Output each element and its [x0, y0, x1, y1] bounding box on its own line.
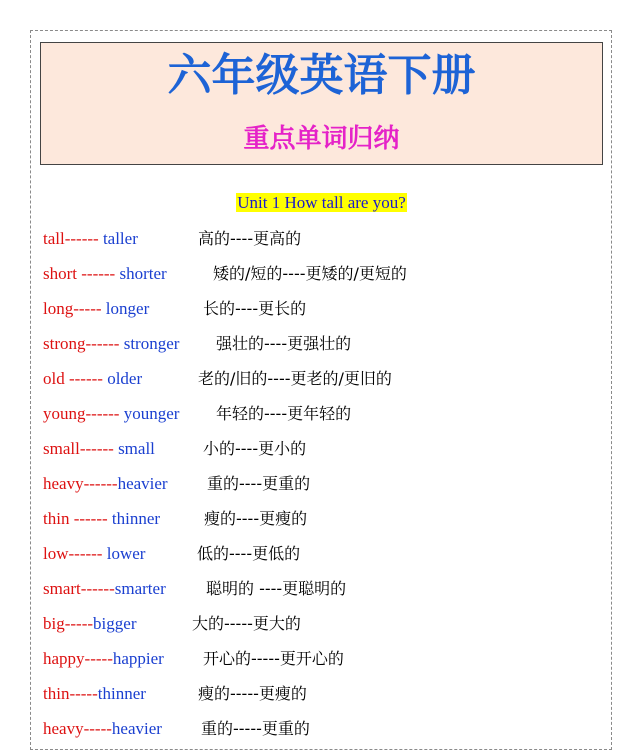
word-comparative: shorter	[119, 264, 167, 283]
word-base: thin	[43, 684, 70, 703]
word-separator: ------	[64, 229, 103, 248]
word-meaning: 重的----更重的	[207, 474, 311, 493]
word-comparative: heavier	[117, 474, 168, 493]
word-row	[43, 333, 603, 368]
unit-heading-text: Unit 1 How tall are you?	[237, 193, 406, 212]
word-meaning: 瘦的-----更瘦的	[198, 684, 307, 703]
word-base: small	[43, 439, 80, 458]
word-separator: ------	[85, 334, 124, 353]
word-base: low	[43, 544, 69, 563]
word-comparative: older	[107, 369, 143, 388]
word-meaning: 瘦的----更瘦的	[204, 509, 308, 528]
word-separator: -----	[84, 649, 113, 668]
word-separator: ------	[80, 579, 115, 598]
word-base: smart	[43, 579, 81, 598]
word-base: short	[43, 264, 77, 283]
word-separator: ------	[83, 474, 118, 493]
word-meaning: 低的----更低的	[197, 544, 301, 563]
word-comparative: heavier	[111, 719, 162, 738]
word-meaning: 老的/旧的----更老的/更旧的	[198, 369, 392, 388]
word-list	[43, 228, 603, 753]
word-row	[43, 473, 603, 508]
word-row	[43, 438, 603, 473]
word-base: thin	[43, 509, 70, 528]
word-meaning: 小的----更小的	[203, 439, 307, 458]
word-row	[43, 298, 603, 333]
word-separator: -----	[83, 719, 112, 738]
word-base: long	[43, 299, 74, 318]
title-box	[40, 42, 603, 165]
word-row	[43, 403, 603, 438]
unit-heading	[0, 192, 625, 214]
word-comparative: small	[118, 439, 155, 458]
word-meaning: 年轻的----更年轻的	[216, 404, 352, 423]
word-base: tall	[43, 229, 65, 248]
word-row	[43, 718, 603, 753]
word-meaning: 大的-----更大的	[192, 614, 301, 633]
word-base: big	[43, 614, 65, 633]
word-base: young	[43, 404, 86, 423]
word-row	[43, 228, 603, 263]
word-row	[43, 648, 603, 683]
word-row	[43, 578, 603, 613]
word-base: heavy	[43, 719, 84, 738]
word-separator: ------	[64, 369, 108, 388]
word-meaning: 重的-----更重的	[201, 719, 310, 738]
word-base: strong	[43, 334, 86, 353]
word-separator: ------	[79, 439, 119, 458]
word-comparative: longer	[105, 299, 150, 318]
word-row	[43, 613, 603, 648]
word-comparative: smarter	[114, 579, 166, 598]
word-row	[43, 368, 603, 403]
word-base: old	[43, 369, 65, 388]
word-meaning: 强壮的----更强壮的	[216, 334, 352, 353]
word-meaning: 开心的-----更开心的	[203, 649, 344, 668]
word-meaning: 高的----更高的	[198, 229, 302, 248]
word-separator: -----	[73, 299, 106, 318]
word-row	[43, 543, 603, 578]
word-separator: ------	[85, 404, 124, 423]
word-comparative: bigger	[93, 614, 137, 633]
page-subtitle: 重点单词归纳	[243, 124, 400, 154]
word-meaning: 矮的/短的----更矮的/更短的	[213, 264, 407, 283]
word-base: heavy	[43, 474, 84, 493]
word-base: happy	[43, 649, 85, 668]
word-separator: ------	[68, 544, 107, 563]
word-separator: ------	[77, 264, 120, 283]
word-comparative: thinner	[111, 509, 161, 528]
word-row	[43, 508, 603, 543]
word-comparative: lower	[106, 544, 146, 563]
word-separator: -----	[64, 614, 94, 633]
word-row	[43, 683, 603, 718]
word-comparative: thinner	[97, 684, 146, 703]
word-comparative: happier	[112, 649, 164, 668]
word-comparative: stronger	[123, 334, 180, 353]
word-separator: ------	[69, 509, 112, 528]
word-row	[43, 263, 603, 298]
word-comparative: taller	[102, 229, 138, 248]
word-separator: -----	[69, 684, 98, 703]
page-title: 六年级英语下册	[167, 50, 476, 101]
word-meaning: 聪明的 ----更聪明的	[206, 579, 347, 598]
word-comparative: younger	[123, 404, 180, 423]
word-meaning: 长的----更长的	[203, 299, 307, 318]
